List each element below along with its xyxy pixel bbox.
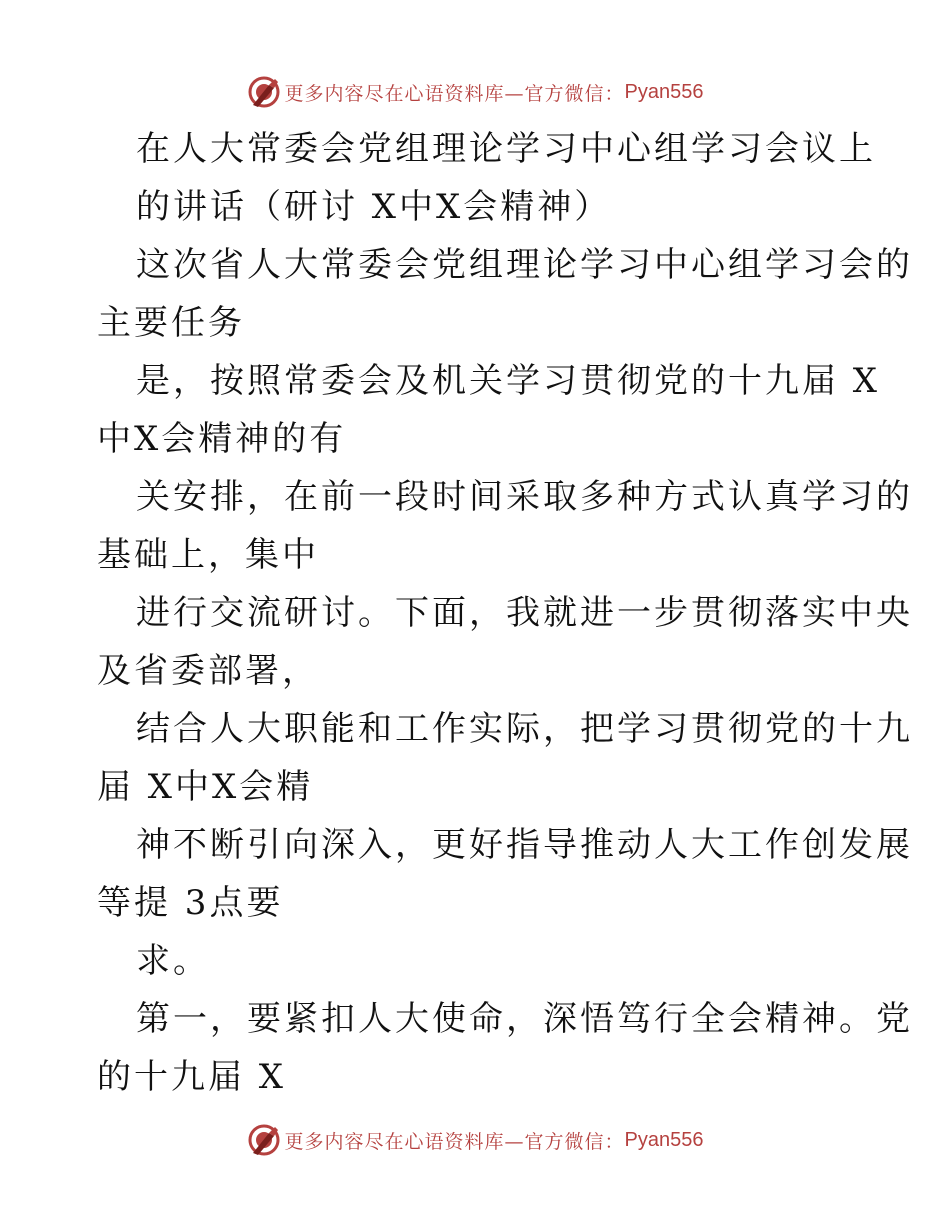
- text-line: 的讲话（研讨 X中X会精神）: [136, 187, 612, 227]
- text-line: 的十九届 X: [97, 1057, 287, 1097]
- text-line: 第一，要紧扣人大使命，深悟笃行全会精神。党: [136, 999, 913, 1039]
- text-line: 在人大常委会党组理论学习中心组学习会议上: [136, 129, 876, 169]
- text-line: 等提 3点要: [97, 883, 284, 923]
- text-line: 及省委部署，: [97, 651, 319, 691]
- text-line: 关安排，在前一段时间采取多种方式认真学习的: [136, 477, 913, 517]
- text-line: 神不断引向深入，更好指导推动人大工作创发展: [136, 825, 913, 865]
- watermark-footer: [0, 1120, 950, 1160]
- watermark-account: Pyan556: [624, 1128, 704, 1151]
- watermark-text: 更多内容尽在心语资料库—官方微信：: [284, 82, 625, 105]
- text-line: 这次省人大常委会党组理论学习中心组学习会的: [136, 245, 913, 285]
- text-line: 中X会精神的有: [97, 419, 347, 459]
- text-line: 结合人大职能和工作实际，把学习贯彻党的十九: [136, 709, 913, 749]
- watermark-account: Pyan556: [624, 80, 704, 103]
- text-line: 届 X中X会精: [97, 767, 314, 807]
- text-line: 基础上，集中: [97, 535, 319, 575]
- pen-logo-icon: [247, 1123, 281, 1157]
- pen-logo-icon: [247, 75, 281, 109]
- text-line: 主要任务: [97, 303, 245, 343]
- watermark-text: 更多内容尽在心语资料库—官方微信：: [284, 1130, 625, 1153]
- text-line: 是，按照常委会及机关学习贯彻党的十九届 X: [136, 361, 881, 401]
- text-line: 求。: [136, 941, 210, 981]
- text-line: 进行交流研讨。下面，我就进一步贯彻落实中央: [136, 593, 913, 633]
- watermark-header: [0, 72, 950, 112]
